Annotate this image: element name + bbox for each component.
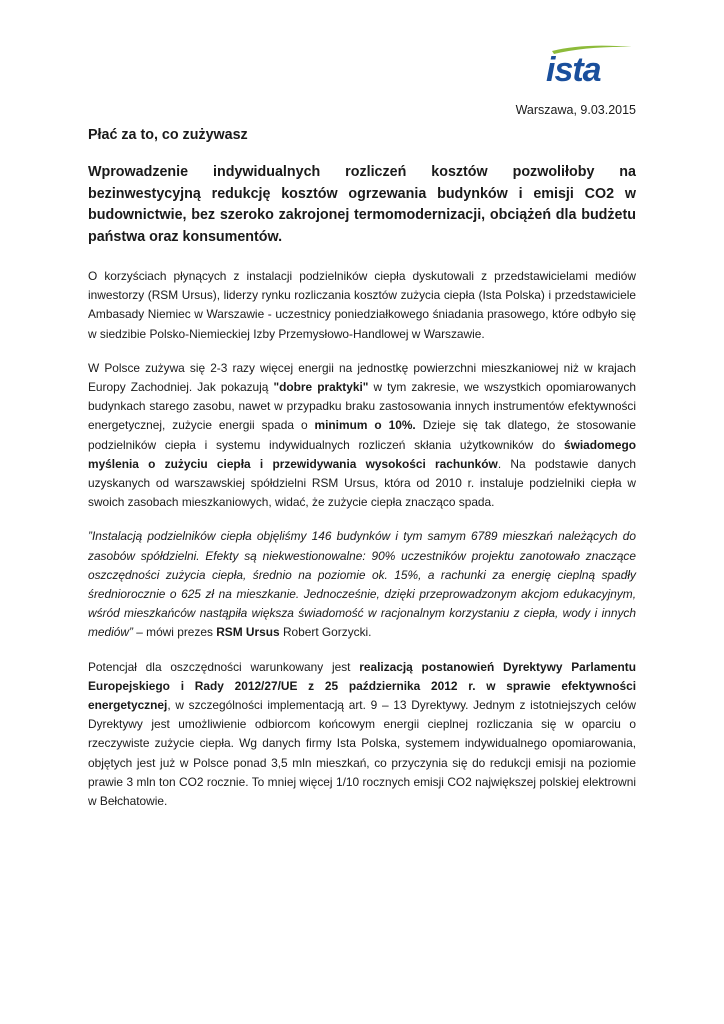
p4-bold-directive: realizacją postanowień Dyrektywy Parlamentu Europejskiego i Rady 2012/27/UE z 25 października 2012 r. w sprawie efektywności energetycznej: [88, 659, 637, 713]
document-content: [88, 96, 636, 811]
paragraph-quote: [88, 527, 636, 642]
p2-text-a: W Polsce zużywa się 2-3 razy więcej energii na jednostkę powierzchni mieszkaniowej niż w krajach Europy Zachodniej. Jak pokazują: [88, 360, 636, 395]
quote-org: RSM Ursus: [216, 625, 280, 640]
headline: Wprowadzenie indywidualnych rozliczeń kosztów pozwoliłoby na bezinwestycyjną redukcję kosztów ogrzewania budynków i emisji CO2 w budownictwie, bez szeroko zakrojonej termomodernizacji, obciążeń dla budżetu państwa oraz konsumentów.: [88, 164, 636, 245]
logo-text: ista: [546, 51, 601, 84]
p4-text-c: , w szczególności implementacją art. 9 – 13 Dyrektywy. Jednym z istotniejszych celów Dyrektywy jest umożliwienie odbiorcom końcowym energii cieplnej rozliczania się w oparciu o rzeczywiste zużycie ciepła. Wg danych firmy Ista Polska, systemem indywidualnego opomiarowania, objętych jest już w Polsce ponad 3,5 mln mieszkań, co przyczynia się do redukcji emisji na poziomie prawie 3 mln ton CO2 rocznie. To mniej więcej 1/10 rocznych emisji CO2 największej polskiej elektrowni w Bełchatowie.: [88, 698, 636, 809]
quote-text: ”Instalacją podzielników ciepła objęliśmy 146 budynków i tym samym 6789 mieszkań należących do zasobów spółdzielni. Efekty są niekwestionowalne: 90% uczestników projektu zanotowało znaczące oszczędności zużycia ciepła, średnio na poziomie ok. 15%, a rachunki za energię cieplną spadły średniorocznie o 625 zł na mieszkanie. Jednocześnie, dzięki przeprowadzonym akcjom edukacyjnym, wśród mieszkańców nastąpiła większa świadomość w racjonalnym korzystaniu z ciepła, wody i innych mediów”: [88, 529, 636, 640]
ista-logo-icon: [544, 44, 636, 84]
p2-bold-awareness: świadomego myślenia o zużyciu ciepła i przewidywania wysokości rachunków: [88, 437, 636, 471]
paragraph-intro: O korzyściach płynących z instalacji podzielników ciepła dyskutowali z przedstawicielami mediów inwestorzy (RSM Ursus), liderzy rynku rozliczania kosztów zużycia ciepła (Ista Polska) i przedstawiciele Ambasady Niemiec w Warszawie - uczestnicy poniedziałkowego śniadania prasowego, które odbyło się w siedzibie Polsko-Niemieckiej Izby Przemysłowo-Handlowej w Warszawie.: [88, 269, 636, 341]
p2-text-e: . Na podstawie danych uzyskanych od warszawskiej spółdzielni RSM Ursus, która od 2010 r. instaluje podzielniki ciepła w swoich zasobach mieszkaniowych, widać, że zużycie ciepła znacząco spada.: [88, 456, 636, 510]
quote-speaker: Robert Gorzycki.: [279, 625, 372, 640]
quote-attribution: – mówi prezes: [132, 625, 217, 640]
p2-bold-minimum: minimum o 10%.: [314, 418, 416, 433]
paragraph-directive: [88, 658, 636, 812]
paragraph-energy-usage: [88, 359, 636, 513]
p2-text-d: Dzieje się tak dlatego, że stosowanie podzielników ciepła i systemu indywidualnych rozliczeń skłania użytkowników do: [88, 418, 636, 452]
p2-bold-good-practice: "dobre praktyki": [273, 380, 369, 395]
p4-text-a: Potencjał dla oszczędności warunkowany jest: [88, 659, 360, 674]
date-line: Warszawa, 9.03.2015: [515, 103, 636, 117]
p2-text-c: w tym zakresie, we wszystkich opomiarowanych budynkach starego zasobu, nawet w przypadku braku zastosowania innych instrumentów efektywności energetycznej, zużycie energii spada o: [88, 380, 636, 433]
subtitle: Płać za to, co zużywasz: [88, 127, 248, 143]
